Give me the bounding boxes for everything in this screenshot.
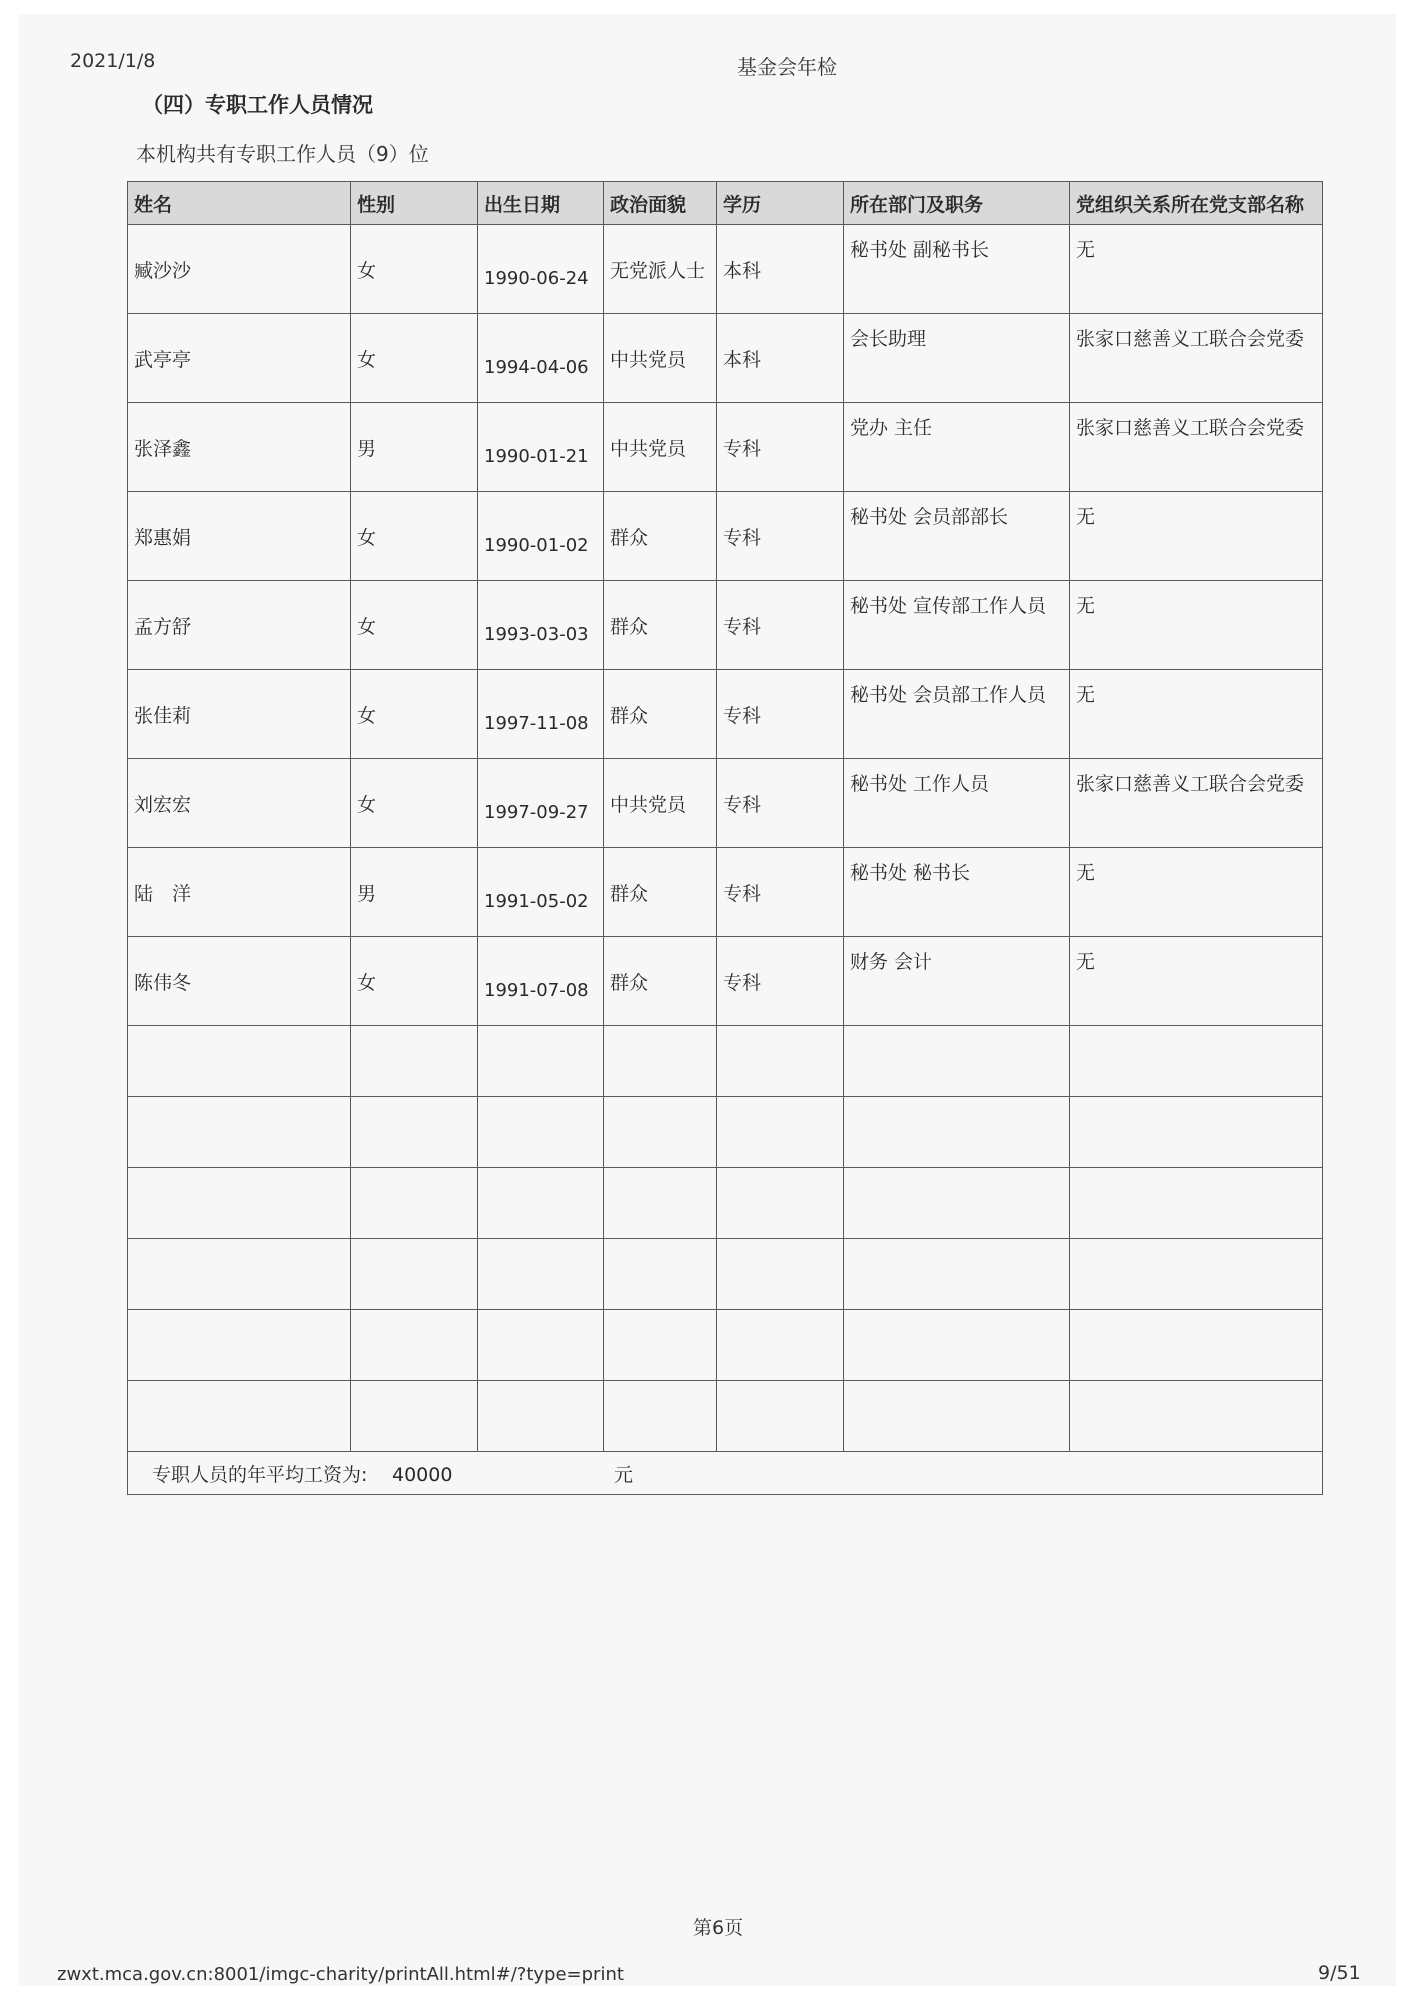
table-row bbox=[128, 759, 1323, 848]
empty-row bbox=[128, 1168, 1323, 1239]
cell-birthdate: 1997-11-08 bbox=[478, 670, 604, 759]
cell-name: 陈伟冬 bbox=[128, 937, 351, 1026]
cell-department-position: 党办 主任 bbox=[844, 403, 1070, 492]
cell-birthdate: 1990-01-02 bbox=[478, 492, 604, 581]
cell-party-branch: 无 bbox=[1070, 848, 1323, 937]
table-row bbox=[128, 937, 1323, 1026]
cell-party-branch: 无 bbox=[1070, 225, 1323, 314]
cell-birthdate: 1990-01-21 bbox=[478, 403, 604, 492]
table-row bbox=[128, 581, 1323, 670]
cell-department-position: 秘书处 宣传部工作人员 bbox=[844, 581, 1070, 670]
cell-department-position: 秘书处 会员部部长 bbox=[844, 492, 1070, 581]
cell-education: 专科 bbox=[717, 492, 844, 581]
cell-birthdate: 1991-07-08 bbox=[478, 937, 604, 1026]
cell-department-position: 秘书处 会员部工作人员 bbox=[844, 670, 1070, 759]
cell-name: 孟方舒 bbox=[128, 581, 351, 670]
column-header-education: 学历 bbox=[717, 182, 844, 225]
cell-party-branch: 张家口慈善义工联合会党委 bbox=[1070, 314, 1323, 403]
table-row bbox=[128, 314, 1323, 403]
cell-department-position: 秘书处 副秘书长 bbox=[844, 225, 1070, 314]
cell-department-position: 财务 会计 bbox=[844, 937, 1070, 1026]
cell-political-status: 无党派人士 bbox=[604, 225, 717, 314]
cell-education: 专科 bbox=[717, 670, 844, 759]
cell-political-status: 中共党员 bbox=[604, 403, 717, 492]
average-salary-value: 40000 bbox=[392, 1463, 453, 1486]
cell-political-status: 中共党员 bbox=[604, 759, 717, 848]
cell-department-position: 会长助理 bbox=[844, 314, 1070, 403]
table-row bbox=[128, 492, 1323, 581]
empty-row bbox=[128, 1239, 1323, 1310]
empty-row bbox=[128, 1310, 1323, 1381]
cell-party-branch: 张家口慈善义工联合会党委 bbox=[1070, 403, 1323, 492]
cell-gender: 男 bbox=[351, 403, 478, 492]
average-salary-label: 专职人员的年平均工资为: bbox=[152, 1463, 368, 1486]
cell-political-status: 群众 bbox=[604, 937, 717, 1026]
table-row bbox=[128, 403, 1323, 492]
column-header-name: 姓名 bbox=[128, 182, 351, 225]
cell-political-status: 中共党员 bbox=[604, 314, 717, 403]
cell-party-branch: 无 bbox=[1070, 937, 1323, 1026]
cell-gender: 女 bbox=[351, 670, 478, 759]
cell-gender: 女 bbox=[351, 492, 478, 581]
table-row bbox=[128, 670, 1323, 759]
cell-birthdate: 1993-03-03 bbox=[478, 581, 604, 670]
cell-birthdate: 1990-06-24 bbox=[478, 225, 604, 314]
cell-birthdate: 1994-04-06 bbox=[478, 314, 604, 403]
cell-party-branch: 无 bbox=[1070, 670, 1323, 759]
cell-gender: 男 bbox=[351, 848, 478, 937]
table-header-row bbox=[128, 182, 1323, 225]
footer-url: zwxt.mca.gov.cn:8001/imgc-charity/printAll.html#/?type=print bbox=[57, 1964, 624, 1985]
cell-party-branch: 无 bbox=[1070, 492, 1323, 581]
staff-table bbox=[127, 181, 1323, 1495]
header-date: 2021/1/8 bbox=[70, 50, 156, 72]
cell-name: 臧沙沙 bbox=[128, 225, 351, 314]
average-salary-unit: 元 bbox=[614, 1463, 634, 1486]
column-header-department-position: 所在部门及职务 bbox=[844, 182, 1070, 225]
empty-row bbox=[128, 1097, 1323, 1168]
cell-department-position: 秘书处 工作人员 bbox=[844, 759, 1070, 848]
header-title: 基金会年检 bbox=[737, 55, 837, 79]
table-row bbox=[128, 225, 1323, 314]
section-title: （四）专职工作人员情况 bbox=[142, 93, 373, 117]
column-header-party-branch: 党组织关系所在党支部名称 bbox=[1070, 182, 1323, 225]
cell-name: 陆 洋 bbox=[128, 848, 351, 937]
cell-name: 武亭亭 bbox=[128, 314, 351, 403]
cell-education: 专科 bbox=[717, 403, 844, 492]
empty-row bbox=[128, 1381, 1323, 1452]
cell-name: 刘宏宏 bbox=[128, 759, 351, 848]
cell-gender: 女 bbox=[351, 759, 478, 848]
cell-education: 专科 bbox=[717, 937, 844, 1026]
cell-gender: 女 bbox=[351, 581, 478, 670]
staff-count-text: 本机构共有专职工作人员（9）位 bbox=[136, 142, 429, 166]
page-label: 第6页 bbox=[693, 1917, 744, 1939]
summary-row bbox=[128, 1452, 1323, 1495]
footer-page-number: 9/51 bbox=[1318, 1962, 1361, 1984]
cell-name: 郑惠娟 bbox=[128, 492, 351, 581]
cell-education: 专科 bbox=[717, 581, 844, 670]
cell-birthdate: 1997-09-27 bbox=[478, 759, 604, 848]
cell-political-status: 群众 bbox=[604, 848, 717, 937]
cell-party-branch: 张家口慈善义工联合会党委 bbox=[1070, 759, 1323, 848]
cell-gender: 女 bbox=[351, 314, 478, 403]
column-header-birthdate: 出生日期 bbox=[478, 182, 604, 225]
column-header-political-status: 政治面貌 bbox=[604, 182, 717, 225]
cell-education: 本科 bbox=[717, 225, 844, 314]
summary-cell bbox=[128, 1452, 1323, 1495]
cell-education: 专科 bbox=[717, 848, 844, 937]
cell-education: 专科 bbox=[717, 759, 844, 848]
cell-party-branch: 无 bbox=[1070, 581, 1323, 670]
cell-gender: 女 bbox=[351, 937, 478, 1026]
cell-name: 张泽鑫 bbox=[128, 403, 351, 492]
cell-name: 张佳莉 bbox=[128, 670, 351, 759]
cell-political-status: 群众 bbox=[604, 492, 717, 581]
cell-education: 本科 bbox=[717, 314, 844, 403]
cell-political-status: 群众 bbox=[604, 581, 717, 670]
column-header-gender: 性别 bbox=[351, 182, 478, 225]
table-row bbox=[128, 848, 1323, 937]
cell-gender: 女 bbox=[351, 225, 478, 314]
empty-row bbox=[128, 1026, 1323, 1097]
cell-political-status: 群众 bbox=[604, 670, 717, 759]
cell-birthdate: 1991-05-02 bbox=[478, 848, 604, 937]
cell-department-position: 秘书处 秘书长 bbox=[844, 848, 1070, 937]
